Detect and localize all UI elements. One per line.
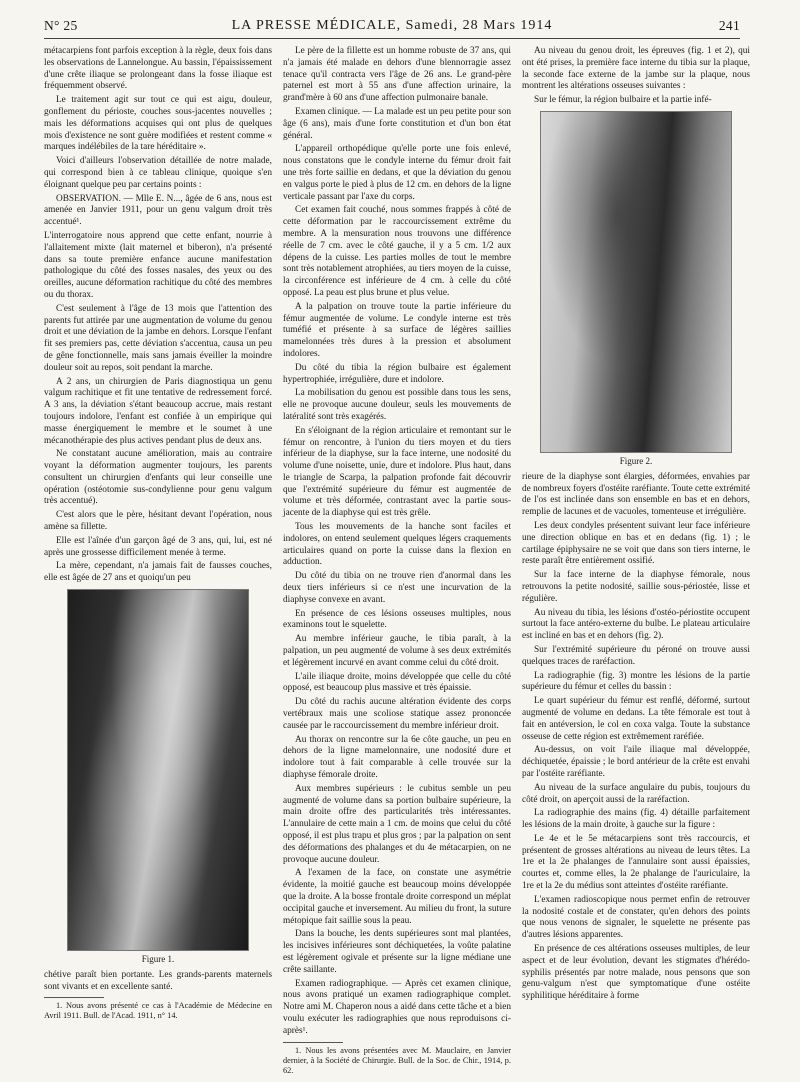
section-paragraph: Examen clinique. — La malade est un peu petite pour son âge (6 ans), mais d'une forte constitution et d'un bon état général. bbox=[283, 106, 511, 141]
issue-number: N° 25 bbox=[44, 18, 78, 33]
column-3 bbox=[522, 46, 750, 1005]
paragraph: chétive paraît bien portante. Les grands-parents maternels sont vivants et en excellente santé. bbox=[44, 969, 272, 992]
figure-1 bbox=[44, 589, 272, 966]
figure-2 bbox=[522, 111, 750, 468]
paragraph: Aux membres supérieurs : le cubitus semble un peu augmenté de volume dans sa portion bulbaire supérieure, la main droite offre des particularités très intéressantes. L'annulaire de cette main a 1 cm. de moins que celui du côté opposé, il est plus trapu et plus gros ; par la palpation on sent des déformations des phalanges et du 4e métacarpien, on ne provoque aucune douleur. bbox=[283, 783, 511, 865]
paragraph: L'aile iliaque droite, moins développée que celle du côté opposé, est beaucoup plus massive et très épaissie. bbox=[283, 671, 511, 694]
paragraph: Sur le fémur, la région bulbaire et la partie infé- bbox=[534, 95, 712, 106]
paragraph: Le 4e et le 5e métacarpiens sont très raccourcis, et présentent de grosses altérations au niveau de leurs têtes. La 1re et la 2e phalanges de l'annulaire sont aussi épaissies, courtes et, comme elles, la 2e phalange de l'auriculaire, la 1re et la 2e du médius sont atteintes d'ostéite raréfiante. bbox=[522, 833, 750, 892]
paragraph: La radiographie (fig. 3) montre les lésions de la partie supérieure du fémur et celles du bassin : bbox=[522, 670, 750, 693]
footnote: 1. Nous les avons présentées avec M. Mauclaire, en Janvier dernier, à la Société de Chirurgie. Bull. de la Soc. de Chir., 1914, p. 62. bbox=[283, 1045, 511, 1075]
paragraph: Au niveau du genou droit, les épreuves (fig. 1 et 2), qui ont été prises, la première face interne du tibia sur la plaque, la seconde face externe de la jambe sur la plaque, nous montrent les altérations osseuses suivantes : bbox=[522, 46, 750, 92]
paragraph: A la palpation on trouve toute la partie inférieure du fémur augmentée de volume. Le condyle interne est très tuméfié et présente à sa surface de légères saillies mamelonnées très dures à la pression et absolument indolores. bbox=[283, 301, 511, 359]
footnote-rule bbox=[44, 997, 104, 998]
radiograph-knee-image bbox=[67, 589, 249, 951]
paragraph: Sur l'extrémité supérieure du péroné on trouve aussi quelques traces de raréfaction. bbox=[522, 644, 750, 667]
paragraph: Ne constatant aucune amélioration, mais au contraire voyant la déformation augmenter toujours, les parents consultent un chirurgien d'enfants qui leur conseille une opération (ostéotomie sus-condylienne pour genu valgum très accentué). bbox=[44, 449, 272, 507]
paragraph: Voici d'ailleurs l'observation détaillée de notre malade, qui correspond bien à ce tableau clinique, quoique s'en éloignant quelque peu par certains points : bbox=[44, 156, 272, 190]
paragraph: Le quart supérieur du fémur est renflé, déformé, surtout augmenté de volume en dedans. La tête fémorale est tout à fait en antéversion, le col en coxa valga. Toute la substance osseuse de cette région est extrêmement raréfiée. bbox=[522, 696, 750, 742]
footnote: 1. Nous avons présenté ce cas à l'Académie de Médecine en Avril 1911. Bull. de l'Acad. 1911, n° 14. bbox=[44, 1001, 272, 1021]
paragraph: La radiographie des mains (fig. 4) détaille parfaitement les lésions de la main droite, à gauche sur la figure : bbox=[522, 808, 750, 831]
paragraph: L'appareil orthopédique qu'elle porte une fois enlevé, nous constatons que le condyle interne du fémur droit fait une très forte saillie en dedans, et que la déviation du genou en valgus porte le pied à plus de 12 cm. en dehors de la ligne verticale passant par l'axe du corps. bbox=[283, 144, 511, 202]
paragraph: En présence de ces lésions osseuses multiples, nous examinons tout le squelette. bbox=[283, 608, 511, 631]
footnote-rule bbox=[283, 1042, 343, 1043]
paragraph: métacarpiens font parfois exception à la règle, deux fois dans les observations de Lannelongue. Au bassin, l'épaississement d'une crête iliaque se prolongeant dans la fosse iliaque est fréquemment observé. bbox=[44, 46, 272, 92]
radiograph-leg-image bbox=[540, 111, 732, 453]
column-1 bbox=[44, 46, 272, 1023]
paragraph: Au membre inférieur gauche, le tibia paraît, à la palpation, un peu augmenté de volume à ses deux extrémités et légèrement incurvé en avant comme celui du côté droit. bbox=[283, 634, 511, 668]
paragraph: En présence de ces altérations osseuses multiples, de leur aspect et de leur évolution, devant les stigmates d'hérédo-syphilis présentés par notre malade, nous pensons que son genu-valgum n'est que symptomatique d'une ostéite syphilitique héréditaire à forme bbox=[522, 944, 750, 1002]
figure-1-caption: Figure 1. bbox=[141, 954, 175, 965]
paragraph: La mère, cependant, n'a jamais fait de fausses couches, elle est âgée de 27 ans et quoiqu'un peu bbox=[44, 561, 272, 584]
paragraph: Au thorax on rencontre sur la 6e côte gauche, un peu en dehors de la ligne mamelonnaire, une nodosité dure et indolore tout à fait comparable à celle trouvée sur la diaphyse fémorale droite. bbox=[283, 734, 511, 781]
paragraph: A l'examen de la face, on constate une asymétrie évidente, la moitié gauche est beaucoup moins développée que la droite. A la bosse frontale droite correspond un méplat occipital gauche et inversement. Au milieu du front, la suture métopique fait saillie sous la peau. bbox=[283, 868, 511, 926]
paragraph: L'interrogatoire nous apprend que cette enfant, nourrie à l'allaitement mixte (lait maternel et biberon), n'a présenté dans sa toute première enfance aucune manifestation pathologique du côté des fosses nasales, des yeux ou des oreilles, aucune déformation rachitique du côté des membres ou du thorax. bbox=[44, 230, 272, 300]
paragraph: L'examen radioscopique nous permet enfin de retrouver la nodosité costale et de constater, qu'en dehors des points que nous venons de signaler, le squelette ne présente pas d'autres lésions apparentes. bbox=[522, 894, 750, 941]
paragraph: Sur la face interne de la diaphyse fémorale, nous retrouvons la petite nodosité, saillie sous-périostée, lisse et régulière. bbox=[522, 570, 750, 604]
paragraph: En s'éloignant de la région articulaire et remontant sur le fémur on rencontre, à l'union du tiers moyen et du tiers inférieur de la diaphyse, sur la face interne, une nodosité du volume d'une noisette, unie, dure et indolore. Plus haut, dans le triangle de Scarpa, la palpation profonde fait découvrir que l'extrémité supérieure du fémur est augmentée de volume et très déformée, contrastant avec la partie sous-jacente de la diaphyse qui est très grêle. bbox=[283, 425, 511, 519]
running-header bbox=[44, 14, 740, 36]
paragraph: Tous les mouvements de la hanche sont faciles et indolores, on entend seulement quelques légers craquements articulaires quand on porte la cuisse dans la flexion en adduction. bbox=[283, 522, 511, 568]
figure-2-caption: Figure 2. bbox=[619, 455, 653, 466]
paragraph: Au-dessus, on voit l'aile iliaque mal développée, déchiquetée, épaissie ; le bord antérieur de la crête est envahi par l'ostéite raréfiante. bbox=[522, 745, 750, 779]
observation-paragraph: OBSERVATION. — Mlle E. N..., âgée de 6 ans, nous est amenée en Janvier 1911, pour un genu valgum droit très accentué¹. bbox=[44, 193, 272, 228]
paragraph: C'est alors que le père, hésitant devant l'opération, nous amène sa fillette. bbox=[44, 510, 272, 533]
paragraph: Dans la bouche, les dents supérieures sont mal plantées, les incisives inférieures sont déchiquetées, la voûte palatine est légèrement ogivale et présente sur la ligne médiane une crête saillante. bbox=[283, 929, 511, 975]
paragraph: A 2 ans, un chirurgien de Paris diagnostiqua un genu valgum rachitique et fit une tentative de redressement forcé. A 3 ans, la déviation s'étant beaucoup accrue, mais restant toujours indolore, l'enfant est confiée à un empirique qui masse énergiquement le membre et le soumet à une mécanothérapie des plus actives pendant plus de deux ans. bbox=[44, 376, 272, 446]
paragraph: rieure de la diaphyse sont élargies, déformées, envahies par de nombreux foyers d'ostéite raréfiante. Toute cette extrémité de l'os est inclinée dans son ensemble en bas et en dehors, remplie de lacunes et de vacuoles, tomenteuse et irrégulière. bbox=[522, 471, 751, 518]
journal-title: LA PRESSE MÉDICALE, Samedi, 28 Mars 1914 bbox=[231, 18, 553, 33]
column-2 bbox=[283, 46, 511, 1078]
paragraph: Au niveau de la surface angulaire du pubis, toujours du côté droit, on aperçoit aussi de la raréfaction. bbox=[522, 782, 750, 805]
section-paragraph: Examen radiographique. — Après cet examen clinique, nous avons pratiqué un examen radiographique complet. Notre ami M. Chaperon nous a aidé dans cette tâche et a bien voulu exécuter les radiographies que nous reproduisons ci-après¹. bbox=[283, 978, 511, 1036]
header-rule bbox=[44, 38, 740, 39]
paragraph: C'est seulement à l'âge de 13 mois que l'attention des parents fut attirée par une augmentation de volume du genou droit et une déviation de la jambe en dehors. Lorsque l'enfant fit ses premiers pas, cette déviation s'accentua, causa un peu de gêne fonctionnelle, mais sans jamais éveiller la moindre douleur soit au repos, soit pendant la marche. bbox=[44, 303, 272, 373]
paragraph: Le père de la fillette est un homme robuste de 37 ans, qui n'a jamais été malade en dehors d'une blennorragie assez tenace qu'il contracta vers l'âge de 26 ans. Le grand-père paternel est mort à 55 ans d'une affection urinaire, la grand'mère à 60 ans d'une affection pulmonaire banale. bbox=[283, 46, 511, 104]
paragraph: Du côté du tibia la région bulbaire est également hypertrophiée, irrégulière, dure et indolore. bbox=[283, 362, 511, 385]
page-number: 241 bbox=[718, 18, 740, 33]
paragraph: Cet examen fait couché, nous sommes frappés à côté de cette déformation par le raccourcissement extrême du membre. A la mensuration nous trouvons une différence réelle de 7 cm. avec le côté gauche, il y a 5 cm. 1/2 aux dépens de la cuisse. Les parties molles de tout le membre sont très notablement atrophiées, au tiers moyen de la cuisse, la circonférence est inférieure de 4 cm. à celle du côté opposé. La peau est plus brune et plus velue. bbox=[283, 205, 511, 298]
paragraph: Du côté du rachis aucune altération évidente des corps vertébraux mais une scoliose statique assez prononcée causée par le raccourcissement du membre inférieur droit. bbox=[283, 697, 511, 731]
paragraph: La mobilisation du genou est possible dans tous les sens, elle ne provoque aucune douleur, seuls les mouvements de latéralité sont très exagérés. bbox=[283, 388, 511, 422]
paragraph: Au niveau du tibia, les lésions d'ostéo-périostite occupent surtout la face antéro-externe du bulbe. Le plateau articulaire est incliné en bas et en dehors (fig. 2). bbox=[522, 607, 750, 642]
paragraph: Les deux condyles présentent suivant leur face inférieure une direction oblique en bas et en dedans (fig. 1) ; le cartilage épiphysaire ne se voit que dans son tiers interne, le reste paraît être entièrement ossifié. bbox=[522, 520, 750, 567]
paragraph: Elle est l'aînée d'un garçon âgé de 3 ans, qui, lui, est né après une grossesse difficilement menée à terme. bbox=[44, 535, 272, 558]
paragraph: Du côté du tibia on ne trouve rien d'anormal dans les deux tiers inférieurs si ce n'est une incurvation de la diaphyse convexe en avant. bbox=[283, 571, 511, 605]
paragraph: Le traitement agit sur tout ce qui est aigu, douleur, gonflement du périoste, couches sous-jacentes nouvelles ; mais les déformations acquises qui ont plus de quelques mois d'existence ne sont guère modifiées et restent comme « marques indélébiles de la tare héréditaire ». bbox=[44, 95, 272, 153]
